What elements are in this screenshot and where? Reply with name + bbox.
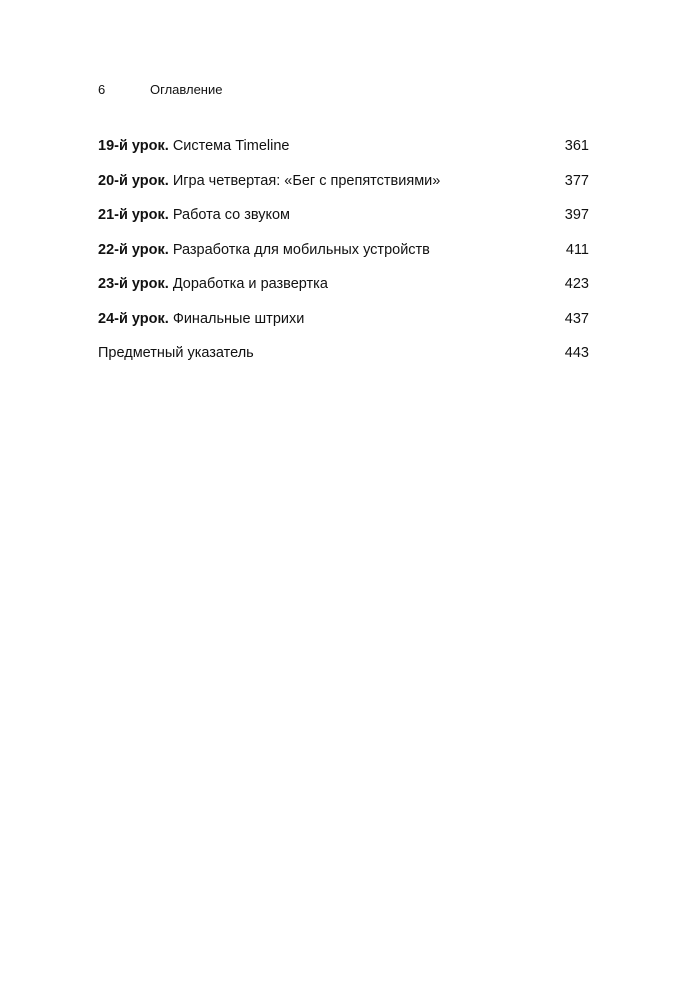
toc-entry-text xyxy=(98,205,290,225)
toc-entry-title: Работа со звуком xyxy=(172,207,291,223)
toc-entry-prefix: 24-й урок. xyxy=(98,310,169,327)
toc-entry-page: 361 xyxy=(564,138,589,154)
toc-entry-21[interactable] xyxy=(98,205,589,240)
toc-entry-text xyxy=(98,274,328,294)
toc-entry-19[interactable] xyxy=(98,136,589,171)
running-head xyxy=(98,82,222,97)
toc-entry-prefix: 21-й урок. xyxy=(98,207,169,223)
toc-entry-page: 377 xyxy=(564,172,589,189)
toc-entry-22[interactable] xyxy=(98,240,589,275)
toc-entry-title: Игра четвертая: «Бег с препятствиями» xyxy=(172,172,441,189)
toc-entry-20[interactable] xyxy=(98,171,589,206)
toc-entry-index[interactable] xyxy=(98,343,589,378)
toc-entry-prefix: 23-й урок. xyxy=(98,276,169,292)
toc-entry-title: Финальные штрихи xyxy=(172,310,305,327)
toc-entry-page: 423 xyxy=(564,276,589,292)
toc-entry-text xyxy=(98,136,290,156)
table-of-contents xyxy=(98,136,589,378)
toc-entry-prefix: 22-й урок. xyxy=(98,241,169,258)
toc-entry-title: Разработка для мобильных устройств xyxy=(172,241,430,258)
toc-entry-prefix: 20-й урок. xyxy=(98,172,169,189)
toc-entry-page: 411 xyxy=(565,241,589,258)
toc-entry-23[interactable] xyxy=(98,274,589,309)
toc-entry-text xyxy=(98,309,304,329)
toc-entry-title: Предметный указатель xyxy=(98,345,254,361)
page-number: 6 xyxy=(98,82,106,97)
toc-entry-page: 397 xyxy=(564,207,589,223)
toc-entry-page: 437 xyxy=(564,310,589,327)
toc-entry-text xyxy=(98,171,440,191)
toc-entry-page: 443 xyxy=(564,345,589,361)
running-head-title: Оглавление xyxy=(150,82,223,97)
toc-entry-text xyxy=(98,240,430,260)
toc-entry-title: Доработка и развертка xyxy=(172,276,328,292)
toc-entry-prefix: 19-й урок. xyxy=(98,138,169,154)
toc-entry-title: Система Timeline xyxy=(172,138,290,154)
toc-entry-24[interactable] xyxy=(98,309,589,344)
